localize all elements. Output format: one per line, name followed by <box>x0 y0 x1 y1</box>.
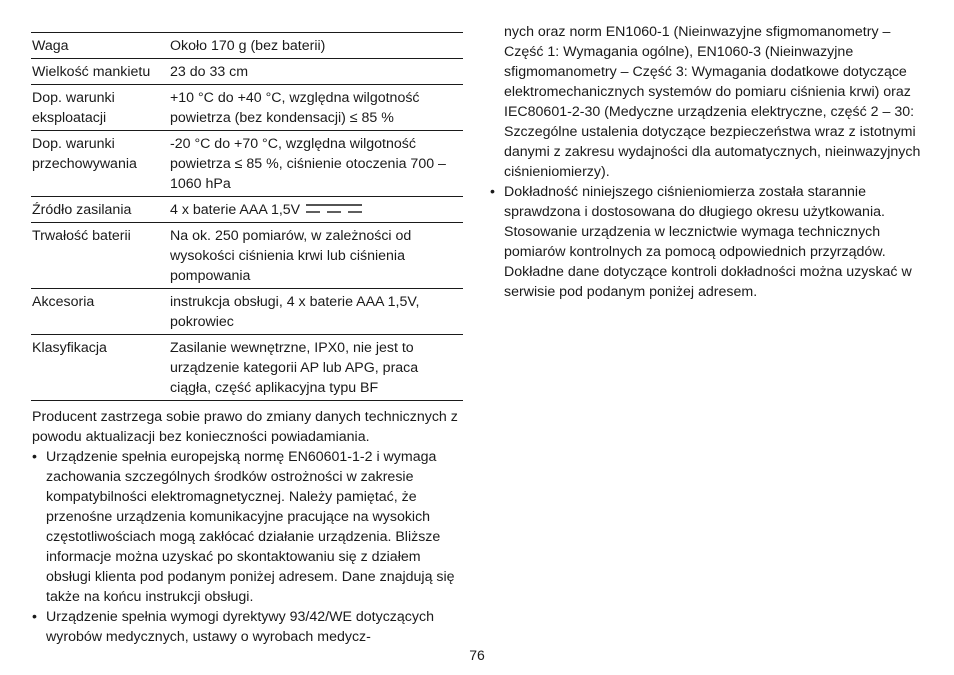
accuracy-list <box>490 182 930 302</box>
spec-key: Wielkość mankietu <box>32 64 151 80</box>
table-row <box>31 85 463 131</box>
left-column <box>32 32 464 647</box>
spec-value: instrukcja obsługi, 4 x baterie AAA 1,5V, pokrowiec <box>170 294 420 330</box>
spec-key: Trwałość baterii <box>32 228 131 244</box>
spec-key: Klasyfikacja <box>32 340 107 356</box>
spec-key: Dop. warunki eksploatacji <box>32 90 115 126</box>
spec-value: +10 °C do +40 °C, względna wilgotność powietrza (bez kondensacji) ≤ 85 % <box>170 90 420 126</box>
table-row <box>31 197 463 223</box>
spec-value: Na ok. 250 pomiarów, w zależności od wysokości ciśnienia krwi lub ciśnienia pompowania <box>170 228 412 284</box>
spec-value: Zasilanie wewnętrzne, IPX0, nie jest to urządzenie kategorii AP lub APG, praca ciągła, część aplikacyjna typu BF <box>170 340 419 396</box>
table-row <box>31 59 463 85</box>
dc-current-icon <box>306 202 362 216</box>
spec-value: 23 do 33 cm <box>170 64 249 80</box>
list-item: • Urządzenie spełnia europejską normę EN60601-1-2 i wymaga zachowania szczególnych środków ostrożności w zakresie kompatybilności elektromagnetycznej. Należy pamiętać, że przenośne urządzenia komunikacyjne pracujące na wysokich częstotliwościach mogą zakłócać działanie urządzenia. Bliższe informacje można uzyskać po skontaktowaniu się z działem obsługi klienta pod podanym poniżej adresem. Dane znajdują się także na końcu instrukcji obsługi. <box>32 447 464 607</box>
spec-key: Waga <box>32 38 69 54</box>
spec-key: Akcesoria <box>32 294 95 310</box>
spec-key: Dop. warunki przechowywania <box>32 136 137 172</box>
page-number: 76 <box>469 647 485 663</box>
table-row <box>31 335 463 401</box>
spec-key: Źródło zasilania <box>32 202 132 218</box>
table-row <box>31 33 463 59</box>
table-row <box>31 223 463 289</box>
list-item: • Urządzenie spełnia wymogi dyrektywy 93/42/WE dotyczących wyrobów medycznych, ustawy o wyrobach medycz- <box>32 607 464 647</box>
table-row <box>31 131 463 197</box>
change-notice: Producent zastrzega sobie prawo do zmiany danych technicznych z powodu aktualizacji bez konieczności powiadamiania. <box>32 409 458 445</box>
right-column <box>490 22 930 302</box>
spec-value: -20 °C do +70 °C, względna wilgotność powietrza ≤ 85 %, ciśnienie otoczenia 700 –1060 hPa <box>170 136 446 192</box>
continued-paragraph: nych oraz norm EN1060-1 (Nieinwazyjne sfigmomanometry – Część 1: Wymagania ogólne), EN1060-3 (Nieinwazyjne sfigmomanometry – Część 3: Wymagania dodatkowe dotyczące elektromechanicznych systemów do pomiaru ciśnienia krwi) oraz IEC80601-2-30 (Medyczne urządzenia elektryczne, część 2 – 30: Szczególne ustalenia dotyczące bezpieczeństwa wraz z istotnymi danymi z zakresu wydajności dla automatycznych, nieinwazyjnych ciśnieniomierzy). <box>504 24 921 180</box>
list-item: • Dokładność niniejszego ciśnieniomierza została starannie sprawdzona i dostosowana do długiego okresu użytkowania. Stosowanie urządzenia w lecznictwie wymaga technicznych pomiarów kontrolnych za pomocą odpowiednich przyrządów. Dokładne dane dotyczące kontroli dokładności można uzyskać w serwisie pod podanym poniżej adresem. <box>490 182 930 302</box>
spec-value: 4 x baterie AAA 1,5V <box>170 202 301 218</box>
spec-value: Około 170 g (bez baterii) <box>170 38 326 54</box>
table-row <box>31 289 463 335</box>
compliance-list <box>32 447 464 647</box>
spec-value-cell <box>170 197 463 223</box>
specifications-table <box>31 32 463 401</box>
